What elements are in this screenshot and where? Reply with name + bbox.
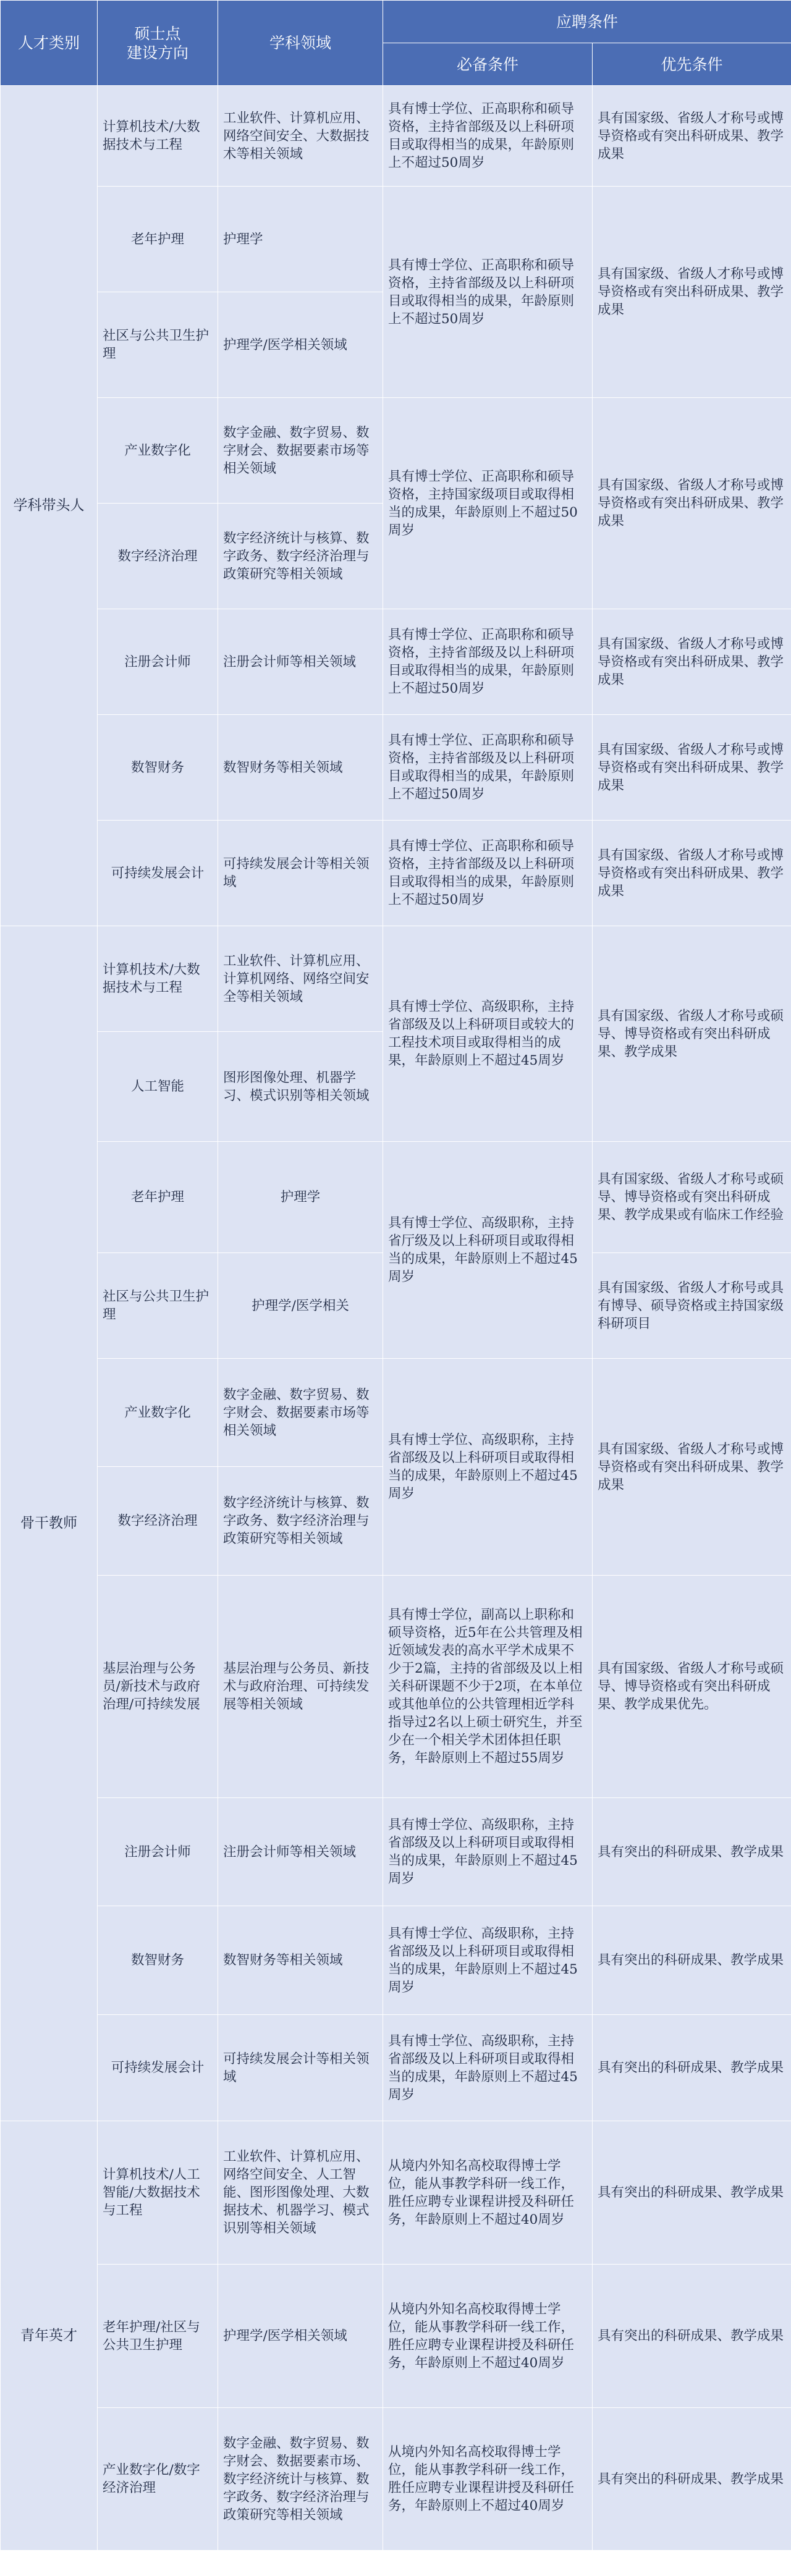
header-category: 人才类别 xyxy=(1,1,98,86)
direction-cell: 数智财务 xyxy=(98,1906,218,2015)
required-cell: 具有博士学位、高级职称，主持省部级及以上科研项目或取得相当的成果，年龄原则上不超过45周岁 xyxy=(383,1798,593,1906)
required-cell: 具有博士学位、正高职称和硕导资格，主持省部级及以上科研项目或取得相当的成果，年龄原则上不超过50周岁 xyxy=(383,609,593,715)
table-row xyxy=(1,1906,791,2015)
preferred-cell: 具有国家级、省级人才称号或博导资格或有突出科研成果、教学成果 xyxy=(593,715,791,821)
required-cell: 具有博士学位、高级职称，主持省部级及以上科研项目或取得相当的成果，年龄原则上不超过45周岁 xyxy=(383,1906,593,2015)
field-cell: 护理学/医学相关领域 xyxy=(218,2265,383,2408)
category-cell: 青年英才 xyxy=(1,2121,98,2551)
required-cell: 具有博士学位、正高职称和硕导资格，主持省部级及以上科研项目或取得相当的成果，年龄原则上不超过50周岁 xyxy=(383,86,593,187)
field-cell: 护理学 xyxy=(218,1142,383,1253)
preferred-cell: 具有国家级、省级人才称号或博导资格或有突出科研成果、教学成果 xyxy=(593,821,791,926)
field-cell: 护理学 xyxy=(218,187,383,292)
direction-cell: 老年护理 xyxy=(98,187,218,292)
table-row xyxy=(1,2015,791,2121)
field-cell: 数智财务等相关领域 xyxy=(218,1906,383,2015)
table-row xyxy=(1,821,791,926)
direction-cell: 社区与公共卫生护理 xyxy=(98,292,218,398)
direction-cell: 数字经济治理 xyxy=(98,504,218,609)
field-cell: 工业软件、计算机应用、网络空间安全、大数据技术等相关领域 xyxy=(218,86,383,187)
required-cell: 具有博士学位，副高以上职称和硕导资格，近5年在公共管理及相近领域发表的高水平学术成果不少于2篇，主持的省部级及以上相关科研课题不少于2项，在本单位或其他单位的公共管理相近学科指导过2名以上硕士研究生，并至少在一个相关学术团体担任职务，年龄原则上不超过55周岁 xyxy=(383,1576,593,1798)
table-row xyxy=(1,398,791,504)
direction-cell: 可持续发展会计 xyxy=(98,2015,218,2121)
field-cell: 护理学/医学相关领域 xyxy=(218,292,383,398)
table-row xyxy=(1,1142,791,1253)
required-cell: 从境内外知名高校取得博士学位，能从事教学科研一线工作，胜任应聘专业课程讲授及科研任务，年龄原则上不超过40周岁 xyxy=(383,2265,593,2408)
field-cell: 可持续发展会计等相关领域 xyxy=(218,821,383,926)
header-field: 学科领域 xyxy=(218,1,383,86)
field-cell: 注册会计师等相关领域 xyxy=(218,1798,383,1906)
field-cell: 数字金融、数字贸易、数字财会、数据要素市场等相关领域 xyxy=(218,398,383,504)
header-preferred: 优先条件 xyxy=(593,43,791,86)
preferred-cell: 具有突出的科研成果、教学成果 xyxy=(593,2265,791,2408)
direction-cell: 人工智能 xyxy=(98,1032,218,1142)
field-cell: 数字经济统计与核算、数字政务、数字经济治理与政策研究等相关领域 xyxy=(218,504,383,609)
header-conditions: 应聘条件 xyxy=(383,1,791,43)
header-required: 必备条件 xyxy=(383,43,593,86)
direction-cell: 产业数字化 xyxy=(98,398,218,504)
direction-cell: 注册会计师 xyxy=(98,609,218,715)
table-row xyxy=(1,86,791,187)
preferred-cell: 具有突出的科研成果、教学成果 xyxy=(593,1798,791,1906)
field-cell: 数字经济统计与核算、数字政务、数字经济治理与政策研究等相关领域 xyxy=(218,1467,383,1576)
category-cell: 学科带头人 xyxy=(1,86,98,926)
required-cell: 具有博士学位、高级职称，主持省部级及以上科研项目或取得相当的成果，年龄原则上不超过45周岁 xyxy=(383,2015,593,2121)
preferred-cell: 具有国家级、省级人才称号或具有博导、硕导资格或主持国家级科研项目 xyxy=(593,1253,791,1359)
preferred-cell: 具有国家级、省级人才称号或博导资格或有突出科研成果、教学成果 xyxy=(593,398,791,609)
table-row xyxy=(1,2265,791,2408)
required-cell: 具有博士学位、正高职称和硕导资格，主持省部级及以上科研项目或取得相当的成果，年龄原则上不超过50周岁 xyxy=(383,715,593,821)
table-row xyxy=(1,609,791,715)
direction-cell: 老年护理 xyxy=(98,1142,218,1253)
preferred-cell: 具有国家级、省级人才称号或硕导、博导资格或有突出科研成果、教学成果优先。 xyxy=(593,1576,791,1798)
preferred-cell: 具有突出的科研成果、教学成果 xyxy=(593,2408,791,2551)
direction-cell: 计算机技术/大数据技术与工程 xyxy=(98,86,218,187)
preferred-cell: 具有国家级、省级人才称号或博导资格或有突出科研成果、教学成果 xyxy=(593,86,791,187)
direction-cell: 产业数字化 xyxy=(98,1359,218,1467)
direction-cell: 计算机技术/大数据技术与工程 xyxy=(98,926,218,1032)
required-cell: 具有博士学位、高级职称，主持省部级及以上科研项目或较大的工程技术项目或取得相当的成果，年龄原则上不超过45周岁 xyxy=(383,926,593,1142)
direction-cell: 基层治理与公务员/新技术与政府治理/可持续发展 xyxy=(98,1576,218,1798)
field-cell: 工业软件、计算机应用、计算机网络、网络空间安全等相关领域 xyxy=(218,926,383,1032)
required-cell: 具有博士学位、高级职称，主持省部级及以上科研项目或取得相当的成果，年龄原则上不超过45周岁 xyxy=(383,1359,593,1576)
preferred-cell: 具有国家级、省级人才称号或博导资格或有突出科研成果、教学成果 xyxy=(593,1359,791,1576)
table-row xyxy=(1,187,791,292)
header-direction: 硕士点 建设方向 xyxy=(98,1,218,86)
category-cell: 骨干教师 xyxy=(1,926,98,2121)
preferred-cell: 具有突出的科研成果、教学成果 xyxy=(593,2121,791,2265)
required-cell: 具有博士学位、正高职称和硕导资格，主持省部级及以上科研项目或取得相当的成果，年龄原则上不超过50周岁 xyxy=(383,187,593,398)
table-row xyxy=(1,1576,791,1798)
table-row xyxy=(1,926,791,1032)
direction-cell: 社区与公共卫生护理 xyxy=(98,1253,218,1359)
field-cell: 图形图像处理、机器学习、模式识别等相关领域 xyxy=(218,1032,383,1142)
field-cell: 基层治理与公务员、新技术与政府治理、可持续发展等相关领域 xyxy=(218,1576,383,1798)
direction-cell: 注册会计师 xyxy=(98,1798,218,1906)
field-cell: 工业软件、计算机应用、网络空间安全、人工智能、图形图像处理、大数据技术、机器学习、模式识别等相关领域 xyxy=(218,2121,383,2265)
direction-cell: 产业数字化/数字经济治理 xyxy=(98,2408,218,2551)
table-row xyxy=(1,1359,791,1467)
required-cell: 具有博士学位、高级职称，主持省厅级及以上科研项目或取得相当的成果，年龄原则上不超过45周岁 xyxy=(383,1142,593,1359)
field-cell: 可持续发展会计等相关领域 xyxy=(218,2015,383,2121)
direction-cell: 计算机技术/人工智能/大数据技术与工程 xyxy=(98,2121,218,2265)
direction-cell: 老年护理/社区与公共卫生护理 xyxy=(98,2265,218,2408)
table-row xyxy=(1,2408,791,2551)
table-row xyxy=(1,1798,791,1906)
direction-cell: 可持续发展会计 xyxy=(98,821,218,926)
preferred-cell: 具有国家级、省级人才称号或硕导、博导资格或有突出科研成果、教学成果或有临床工作经验 xyxy=(593,1142,791,1253)
direction-cell: 数字经济治理 xyxy=(98,1467,218,1576)
preferred-cell: 具有突出的科研成果、教学成果 xyxy=(593,2015,791,2121)
required-cell: 具有博士学位、正高职称和硕导资格，主持国家级项目或取得相当的成果，年龄原则上不超过50周岁 xyxy=(383,398,593,609)
field-cell: 注册会计师等相关领域 xyxy=(218,609,383,715)
field-cell: 护理学/医学相关 xyxy=(218,1253,383,1359)
direction-cell: 数智财务 xyxy=(98,715,218,821)
field-cell: 数字金融、数字贸易、数字财会、数据要素市场、数字经济统计与核算、数字政务、数字经济治理与政策研究等相关领域 xyxy=(218,2408,383,2551)
field-cell: 数字金融、数字贸易、数字财会、数据要素市场等相关领域 xyxy=(218,1359,383,1467)
preferred-cell: 具有国家级、省级人才称号或硕导、博导资格或有突出科研成果、教学成果 xyxy=(593,926,791,1142)
required-cell: 从境内外知名高校取得博士学位，能从事教学科研一线工作，胜任应聘专业课程讲授及科研任务，年龄原则上不超过40周岁 xyxy=(383,2408,593,2551)
table-row xyxy=(1,715,791,821)
preferred-cell: 具有国家级、省级人才称号或博导资格或有突出科研成果、教学成果 xyxy=(593,187,791,398)
field-cell: 数智财务等相关领域 xyxy=(218,715,383,821)
preferred-cell: 具有国家级、省级人才称号或博导资格或有突出科研成果、教学成果 xyxy=(593,609,791,715)
preferred-cell: 具有突出的科研成果、教学成果 xyxy=(593,1906,791,2015)
required-cell: 从境内外知名高校取得博士学位，能从事教学科研一线工作，胜任应聘专业课程讲授及科研任务，年龄原则上不超过40周岁 xyxy=(383,2121,593,2265)
table-row xyxy=(1,2121,791,2265)
required-cell: 具有博士学位、正高职称和硕导资格，主持省部级及以上科研项目或取得相当的成果，年龄原则上不超过50周岁 xyxy=(383,821,593,926)
